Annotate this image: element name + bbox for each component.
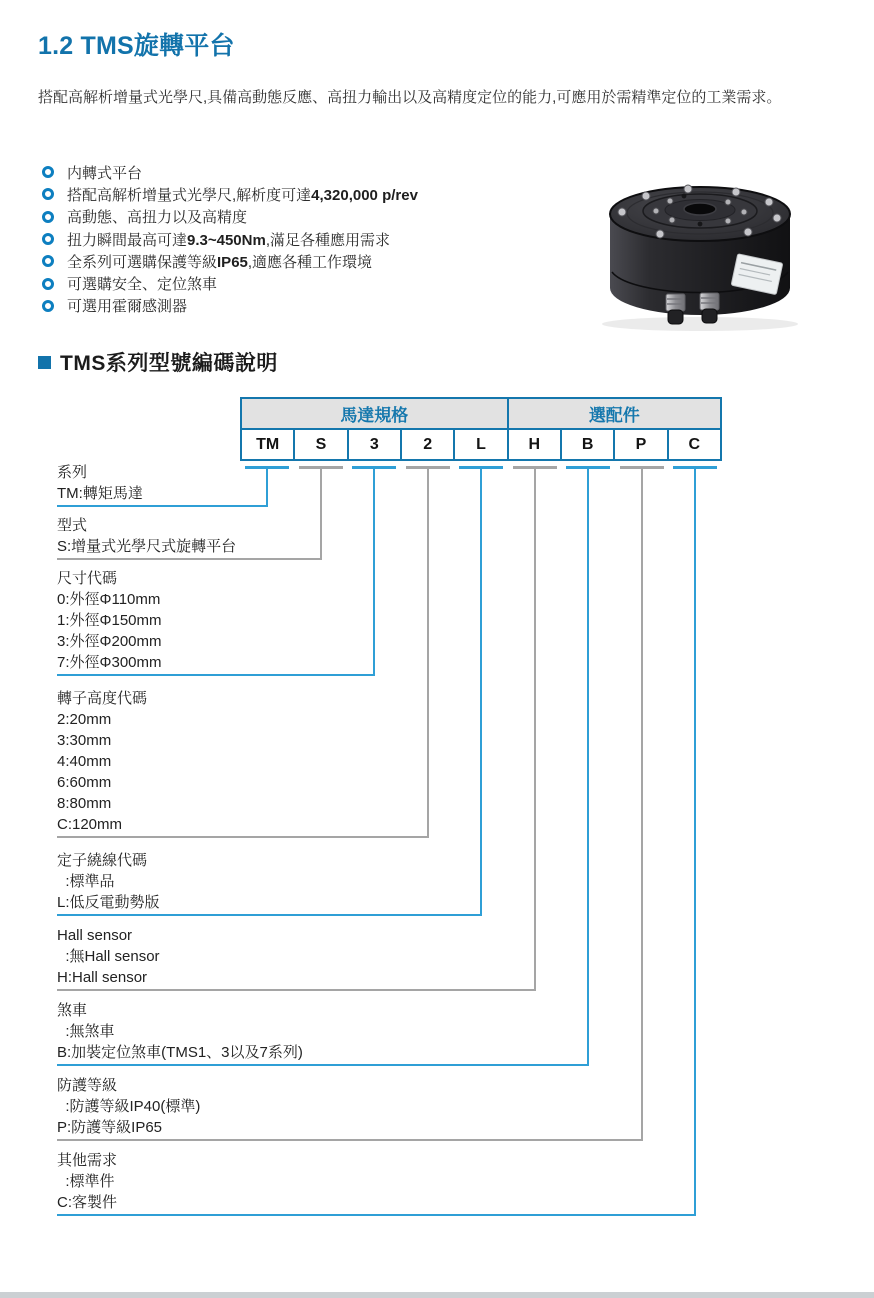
legend-option: P:防護等級IP65 — [57, 1119, 163, 1136]
legend-option: :標準品 — [57, 873, 115, 890]
legend-option: C:客製件 — [57, 1194, 118, 1211]
feature-bullet-icon — [42, 278, 54, 290]
feature-list — [42, 161, 418, 317]
code-cell-L: L — [454, 429, 507, 460]
legend-option: :防護等級IP40(標準) — [57, 1098, 201, 1115]
feature-item — [42, 295, 418, 317]
legend-option: TM:轉矩馬達 — [57, 485, 143, 502]
feature-bullet-icon — [42, 166, 54, 178]
code-cell-P: P — [614, 429, 667, 460]
legend-option: S:增量式光學尺式旋轉平台 — [57, 538, 237, 555]
feature-item — [42, 228, 418, 250]
code-cell-H: H — [508, 429, 561, 460]
legend-block-title: 尺寸代碼 — [57, 570, 118, 587]
legend-option: :無Hall sensor — [57, 948, 160, 965]
code-cell-TM: TM — [241, 429, 294, 460]
legend-option: 3:30mm — [57, 732, 112, 749]
legend-option: 1:外徑Φ150mm — [57, 612, 162, 629]
legend-block-title: 防護等級 — [57, 1077, 118, 1094]
intro-paragraph: 搭配高解析增量式光學尺,具備高動態反應、高扭力輸出以及高精度定位的能力,可應用於需精準定位的工業需求。 — [38, 89, 782, 106]
feature-text: 高動態、高扭力以及高精度 — [67, 209, 248, 227]
legend-block-title: 定子繞線代碼 — [57, 852, 148, 869]
legend-option: L:低反電動勢版 — [57, 894, 160, 911]
code-cell-C: C — [668, 429, 721, 460]
legend-option: B:加裝定位煞車(TMS1、3以及7系列) — [57, 1044, 303, 1061]
legend-block — [57, 850, 482, 916]
code-cell-B: B — [561, 429, 614, 460]
legend-block-title: 系列 — [57, 464, 88, 481]
feature-bullet-icon — [42, 211, 54, 223]
code-cell-2: 2 — [401, 429, 454, 460]
feature-text: 全系列可選購保護等級IP65,適應各種工作環境 — [67, 253, 373, 271]
legend-option: :標準件 — [57, 1173, 115, 1190]
connector-line — [587, 466, 589, 1066]
footer-bar — [0, 1292, 874, 1298]
table-group-header-motor-spec: 馬達規格 — [241, 398, 508, 429]
legend-block-title: 煞車 — [57, 1002, 88, 1019]
legend-block — [57, 515, 322, 560]
section-heading-label: TMS系列型號編碼說明 — [60, 352, 278, 375]
legend-option: 8:80mm — [57, 795, 112, 812]
connector-line — [480, 466, 482, 916]
legend-block — [57, 925, 536, 991]
legend-block — [57, 1150, 696, 1216]
legend-block — [57, 568, 375, 676]
page-title: 1.2 TMS旋轉平台 — [38, 32, 235, 60]
connector-line — [694, 466, 696, 1216]
legend-block-title: Hall sensor — [57, 927, 133, 944]
connector-line — [534, 466, 536, 991]
legend-option: 3:外徑Φ200mm — [57, 633, 162, 650]
feature-item — [42, 272, 418, 294]
model-code-table — [240, 397, 722, 461]
section-heading — [38, 347, 278, 377]
legend-block — [57, 462, 268, 507]
code-cell-S: S — [294, 429, 347, 460]
legend-block-title: 型式 — [57, 517, 88, 534]
legend-option: 0:外徑Φ110mm — [57, 591, 161, 608]
feature-bullet-icon — [42, 188, 54, 200]
legend-option: C:120mm — [57, 816, 123, 833]
legend-option: 4:40mm — [57, 753, 112, 770]
feature-item — [42, 161, 418, 183]
section-bullet-square-icon — [38, 356, 51, 369]
code-cell-3: 3 — [348, 429, 401, 460]
feature-text: 内轉式平台 — [67, 164, 143, 182]
legend-option: 2:20mm — [57, 711, 112, 728]
feature-text: 可選購安全、定位煞車 — [67, 276, 218, 294]
model-code-diagram — [0, 390, 874, 1240]
legend-option: H:Hall sensor — [57, 969, 148, 986]
product-photo — [588, 152, 823, 334]
feature-text: 搭配高解析增量式光學尺,解析度可達4,320,000 p/rev — [67, 186, 418, 204]
legend-option: 7:外徑Φ300mm — [57, 654, 162, 671]
legend-block-title: 轉子高度代碼 — [57, 690, 148, 707]
feature-bullet-icon — [42, 233, 54, 245]
table-group-header-options: 選配件 — [508, 398, 721, 429]
feature-item — [42, 250, 418, 272]
legend-block-title: 其他需求 — [57, 1152, 118, 1169]
legend-option: :無煞車 — [57, 1023, 115, 1040]
legend-option: 6:60mm — [57, 774, 112, 791]
connector-line — [641, 466, 643, 1141]
feature-item — [42, 183, 418, 205]
legend-block — [57, 688, 429, 838]
feature-bullet-icon — [42, 255, 54, 267]
feature-item — [42, 206, 418, 228]
feature-text: 扭力瞬間最高可達9.3~450Nm,滿足各種應用需求 — [67, 231, 390, 249]
legend-block — [57, 1000, 589, 1066]
legend-block — [57, 1075, 643, 1141]
feature-text: 可選用霍爾感測器 — [67, 298, 188, 316]
feature-bullet-icon — [42, 300, 54, 312]
